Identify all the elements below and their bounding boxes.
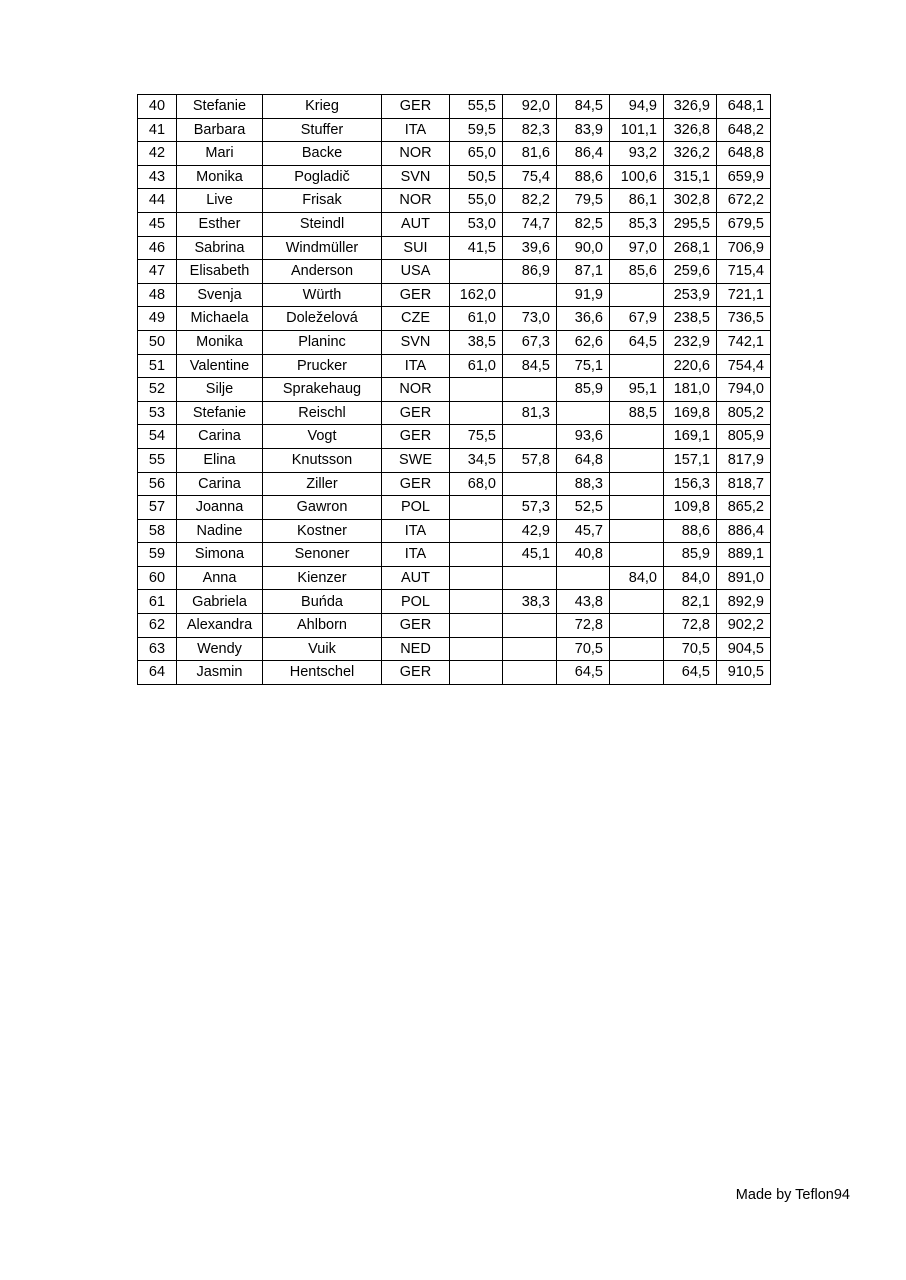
behind-cell: 706,9 bbox=[717, 236, 771, 260]
score-3-cell: 45,7 bbox=[557, 519, 610, 543]
nation-cell: NOR bbox=[382, 142, 450, 166]
score-3-cell: 40,8 bbox=[557, 543, 610, 567]
score-1-cell bbox=[450, 378, 503, 402]
nation-cell: USA bbox=[382, 260, 450, 284]
last-name-cell: Würth bbox=[263, 283, 382, 307]
score-1-cell bbox=[450, 614, 503, 638]
score-3-cell: 52,5 bbox=[557, 496, 610, 520]
behind-cell: 648,1 bbox=[717, 95, 771, 119]
nation-cell: GER bbox=[382, 95, 450, 119]
score-4-cell bbox=[610, 448, 664, 472]
score-4-cell: 88,5 bbox=[610, 401, 664, 425]
rank-cell: 57 bbox=[138, 496, 177, 520]
first-name-cell: Esther bbox=[177, 212, 263, 236]
score-4-cell: 95,1 bbox=[610, 378, 664, 402]
score-3-cell: 43,8 bbox=[557, 590, 610, 614]
score-3-cell: 79,5 bbox=[557, 189, 610, 213]
rank-cell: 45 bbox=[138, 212, 177, 236]
score-2-cell: 45,1 bbox=[503, 543, 557, 567]
score-2-cell bbox=[503, 472, 557, 496]
behind-cell: 754,4 bbox=[717, 354, 771, 378]
nation-cell: NOR bbox=[382, 378, 450, 402]
rank-cell: 56 bbox=[138, 472, 177, 496]
rank-cell: 40 bbox=[138, 95, 177, 119]
total-cell: 82,1 bbox=[664, 590, 717, 614]
score-1-cell bbox=[450, 519, 503, 543]
last-name-cell: Stuffer bbox=[263, 118, 382, 142]
rank-cell: 41 bbox=[138, 118, 177, 142]
score-1-cell: 55,5 bbox=[450, 95, 503, 119]
score-1-cell: 41,5 bbox=[450, 236, 503, 260]
table-row bbox=[138, 637, 771, 661]
last-name-cell: Vogt bbox=[263, 425, 382, 449]
rank-cell: 49 bbox=[138, 307, 177, 331]
first-name-cell: Alexandra bbox=[177, 614, 263, 638]
score-1-cell: 55,0 bbox=[450, 189, 503, 213]
nation-cell: GER bbox=[382, 472, 450, 496]
table-row bbox=[138, 330, 771, 354]
last-name-cell: Vuik bbox=[263, 637, 382, 661]
last-name-cell: Knutsson bbox=[263, 448, 382, 472]
behind-cell: 715,4 bbox=[717, 260, 771, 284]
last-name-cell: Pogladič bbox=[263, 165, 382, 189]
first-name-cell: Joanna bbox=[177, 496, 263, 520]
score-3-cell: 86,4 bbox=[557, 142, 610, 166]
score-3-cell: 88,6 bbox=[557, 165, 610, 189]
score-3-cell: 36,6 bbox=[557, 307, 610, 331]
score-4-cell bbox=[610, 519, 664, 543]
score-4-cell bbox=[610, 590, 664, 614]
score-4-cell bbox=[610, 425, 664, 449]
behind-cell: 891,0 bbox=[717, 566, 771, 590]
behind-cell: 794,0 bbox=[717, 378, 771, 402]
last-name-cell: Planinc bbox=[263, 330, 382, 354]
score-1-cell: 61,0 bbox=[450, 307, 503, 331]
score-4-cell: 100,6 bbox=[610, 165, 664, 189]
nation-cell: SVN bbox=[382, 165, 450, 189]
score-4-cell: 94,9 bbox=[610, 95, 664, 119]
score-3-cell: 88,3 bbox=[557, 472, 610, 496]
nation-cell: GER bbox=[382, 283, 450, 307]
score-2-cell bbox=[503, 661, 557, 685]
score-2-cell: 82,3 bbox=[503, 118, 557, 142]
table-row bbox=[138, 189, 771, 213]
nation-cell: ITA bbox=[382, 519, 450, 543]
first-name-cell: Simona bbox=[177, 543, 263, 567]
nation-cell: GER bbox=[382, 425, 450, 449]
rank-cell: 47 bbox=[138, 260, 177, 284]
total-cell: 157,1 bbox=[664, 448, 717, 472]
total-cell: 156,3 bbox=[664, 472, 717, 496]
behind-cell: 679,5 bbox=[717, 212, 771, 236]
score-3-cell: 75,1 bbox=[557, 354, 610, 378]
last-name-cell: Gawron bbox=[263, 496, 382, 520]
score-3-cell: 72,8 bbox=[557, 614, 610, 638]
table-row bbox=[138, 95, 771, 119]
total-cell: 326,9 bbox=[664, 95, 717, 119]
score-2-cell bbox=[503, 566, 557, 590]
first-name-cell: Monika bbox=[177, 165, 263, 189]
nation-cell: SWE bbox=[382, 448, 450, 472]
total-cell: 70,5 bbox=[664, 637, 717, 661]
score-2-cell bbox=[503, 614, 557, 638]
last-name-cell: Ahlborn bbox=[263, 614, 382, 638]
rank-cell: 63 bbox=[138, 637, 177, 661]
score-1-cell: 65,0 bbox=[450, 142, 503, 166]
score-4-cell bbox=[610, 543, 664, 567]
nation-cell: ITA bbox=[382, 118, 450, 142]
score-3-cell: 62,6 bbox=[557, 330, 610, 354]
rank-cell: 52 bbox=[138, 378, 177, 402]
score-4-cell: 67,9 bbox=[610, 307, 664, 331]
behind-cell: 805,9 bbox=[717, 425, 771, 449]
score-4-cell: 85,3 bbox=[610, 212, 664, 236]
first-name-cell: Elina bbox=[177, 448, 263, 472]
nation-cell: ITA bbox=[382, 543, 450, 567]
nation-cell: POL bbox=[382, 496, 450, 520]
score-2-cell bbox=[503, 378, 557, 402]
first-name-cell: Carina bbox=[177, 425, 263, 449]
last-name-cell: Kienzer bbox=[263, 566, 382, 590]
first-name-cell: Stefanie bbox=[177, 95, 263, 119]
total-cell: 88,6 bbox=[664, 519, 717, 543]
score-4-cell: 86,1 bbox=[610, 189, 664, 213]
score-2-cell: 38,3 bbox=[503, 590, 557, 614]
score-1-cell bbox=[450, 260, 503, 284]
score-1-cell: 61,0 bbox=[450, 354, 503, 378]
table-row bbox=[138, 566, 771, 590]
score-2-cell: 92,0 bbox=[503, 95, 557, 119]
nation-cell: SVN bbox=[382, 330, 450, 354]
score-4-cell: 93,2 bbox=[610, 142, 664, 166]
total-cell: 85,9 bbox=[664, 543, 717, 567]
score-2-cell: 82,2 bbox=[503, 189, 557, 213]
score-3-cell: 64,5 bbox=[557, 661, 610, 685]
first-name-cell: Gabriela bbox=[177, 590, 263, 614]
score-2-cell bbox=[503, 637, 557, 661]
total-cell: 326,8 bbox=[664, 118, 717, 142]
score-4-cell: 84,0 bbox=[610, 566, 664, 590]
behind-cell: 648,2 bbox=[717, 118, 771, 142]
first-name-cell: Carina bbox=[177, 472, 263, 496]
first-name-cell: Barbara bbox=[177, 118, 263, 142]
behind-cell: 889,1 bbox=[717, 543, 771, 567]
last-name-cell: Windmüller bbox=[263, 236, 382, 260]
rank-cell: 55 bbox=[138, 448, 177, 472]
rank-cell: 61 bbox=[138, 590, 177, 614]
score-4-cell: 64,5 bbox=[610, 330, 664, 354]
nation-cell: GER bbox=[382, 401, 450, 425]
behind-cell: 659,9 bbox=[717, 165, 771, 189]
score-3-cell: 64,8 bbox=[557, 448, 610, 472]
first-name-cell: Michaela bbox=[177, 307, 263, 331]
rank-cell: 50 bbox=[138, 330, 177, 354]
nation-cell: NOR bbox=[382, 189, 450, 213]
rank-cell: 59 bbox=[138, 543, 177, 567]
results-body bbox=[138, 95, 771, 685]
rank-cell: 53 bbox=[138, 401, 177, 425]
last-name-cell: Anderson bbox=[263, 260, 382, 284]
first-name-cell: Jasmin bbox=[177, 661, 263, 685]
score-1-cell bbox=[450, 566, 503, 590]
score-1-cell: 38,5 bbox=[450, 330, 503, 354]
table-row bbox=[138, 236, 771, 260]
first-name-cell: Wendy bbox=[177, 637, 263, 661]
total-cell: 315,1 bbox=[664, 165, 717, 189]
score-3-cell: 87,1 bbox=[557, 260, 610, 284]
behind-cell: 904,5 bbox=[717, 637, 771, 661]
table-row bbox=[138, 212, 771, 236]
table-row bbox=[138, 472, 771, 496]
last-name-cell: Ziller bbox=[263, 472, 382, 496]
last-name-cell: Sprakehaug bbox=[263, 378, 382, 402]
behind-cell: 736,5 bbox=[717, 307, 771, 331]
score-1-cell bbox=[450, 661, 503, 685]
score-2-cell: 42,9 bbox=[503, 519, 557, 543]
score-2-cell: 81,6 bbox=[503, 142, 557, 166]
table-row bbox=[138, 543, 771, 567]
total-cell: 169,8 bbox=[664, 401, 717, 425]
rank-cell: 51 bbox=[138, 354, 177, 378]
total-cell: 302,8 bbox=[664, 189, 717, 213]
score-1-cell: 53,0 bbox=[450, 212, 503, 236]
table-row bbox=[138, 354, 771, 378]
score-4-cell bbox=[610, 661, 664, 685]
last-name-cell: Prucker bbox=[263, 354, 382, 378]
first-name-cell: Silje bbox=[177, 378, 263, 402]
behind-cell: 742,1 bbox=[717, 330, 771, 354]
score-1-cell bbox=[450, 401, 503, 425]
behind-cell: 672,2 bbox=[717, 189, 771, 213]
table-row bbox=[138, 496, 771, 520]
results-table bbox=[137, 94, 771, 685]
last-name-cell: Senoner bbox=[263, 543, 382, 567]
score-1-cell: 75,5 bbox=[450, 425, 503, 449]
rank-cell: 44 bbox=[138, 189, 177, 213]
total-cell: 64,5 bbox=[664, 661, 717, 685]
nation-cell: CZE bbox=[382, 307, 450, 331]
score-3-cell: 82,5 bbox=[557, 212, 610, 236]
table-row bbox=[138, 519, 771, 543]
total-cell: 181,0 bbox=[664, 378, 717, 402]
nation-cell: SUI bbox=[382, 236, 450, 260]
nation-cell: GER bbox=[382, 614, 450, 638]
table-row bbox=[138, 283, 771, 307]
score-2-cell: 86,9 bbox=[503, 260, 557, 284]
rank-cell: 48 bbox=[138, 283, 177, 307]
score-1-cell: 50,5 bbox=[450, 165, 503, 189]
score-4-cell bbox=[610, 354, 664, 378]
total-cell: 268,1 bbox=[664, 236, 717, 260]
table-row bbox=[138, 165, 771, 189]
behind-cell: 865,2 bbox=[717, 496, 771, 520]
score-3-cell bbox=[557, 566, 610, 590]
nation-cell: POL bbox=[382, 590, 450, 614]
first-name-cell: Svenja bbox=[177, 283, 263, 307]
behind-cell: 902,2 bbox=[717, 614, 771, 638]
behind-cell: 910,5 bbox=[717, 661, 771, 685]
score-2-cell: 84,5 bbox=[503, 354, 557, 378]
score-4-cell bbox=[610, 637, 664, 661]
table-row bbox=[138, 307, 771, 331]
total-cell: 109,8 bbox=[664, 496, 717, 520]
score-2-cell: 73,0 bbox=[503, 307, 557, 331]
behind-cell: 892,9 bbox=[717, 590, 771, 614]
score-2-cell: 57,8 bbox=[503, 448, 557, 472]
score-3-cell: 70,5 bbox=[557, 637, 610, 661]
total-cell: 295,5 bbox=[664, 212, 717, 236]
first-name-cell: Live bbox=[177, 189, 263, 213]
behind-cell: 721,1 bbox=[717, 283, 771, 307]
score-4-cell bbox=[610, 472, 664, 496]
rank-cell: 42 bbox=[138, 142, 177, 166]
score-3-cell: 90,0 bbox=[557, 236, 610, 260]
score-1-cell bbox=[450, 637, 503, 661]
first-name-cell: Nadine bbox=[177, 519, 263, 543]
score-3-cell bbox=[557, 401, 610, 425]
nation-cell: AUT bbox=[382, 566, 450, 590]
table-row bbox=[138, 614, 771, 638]
score-3-cell: 84,5 bbox=[557, 95, 610, 119]
score-2-cell: 81,3 bbox=[503, 401, 557, 425]
last-name-cell: Steindl bbox=[263, 212, 382, 236]
behind-cell: 648,8 bbox=[717, 142, 771, 166]
score-4-cell: 101,1 bbox=[610, 118, 664, 142]
table-row bbox=[138, 142, 771, 166]
score-4-cell bbox=[610, 614, 664, 638]
total-cell: 253,9 bbox=[664, 283, 717, 307]
last-name-cell: Hentschel bbox=[263, 661, 382, 685]
behind-cell: 886,4 bbox=[717, 519, 771, 543]
rank-cell: 43 bbox=[138, 165, 177, 189]
nation-cell: GER bbox=[382, 661, 450, 685]
table-row bbox=[138, 401, 771, 425]
rank-cell: 60 bbox=[138, 566, 177, 590]
last-name-cell: Reischl bbox=[263, 401, 382, 425]
nation-cell: NED bbox=[382, 637, 450, 661]
score-1-cell: 59,5 bbox=[450, 118, 503, 142]
score-1-cell bbox=[450, 543, 503, 567]
last-name-cell: Frisak bbox=[263, 189, 382, 213]
first-name-cell: Monika bbox=[177, 330, 263, 354]
table-row bbox=[138, 118, 771, 142]
score-3-cell: 91,9 bbox=[557, 283, 610, 307]
score-4-cell: 97,0 bbox=[610, 236, 664, 260]
table-row bbox=[138, 661, 771, 685]
last-name-cell: Buńda bbox=[263, 590, 382, 614]
behind-cell: 818,7 bbox=[717, 472, 771, 496]
last-name-cell: Backe bbox=[263, 142, 382, 166]
score-1-cell: 34,5 bbox=[450, 448, 503, 472]
score-2-cell: 67,3 bbox=[503, 330, 557, 354]
score-2-cell: 74,7 bbox=[503, 212, 557, 236]
score-4-cell: 85,6 bbox=[610, 260, 664, 284]
first-name-cell: Elisabeth bbox=[177, 260, 263, 284]
first-name-cell: Sabrina bbox=[177, 236, 263, 260]
score-2-cell bbox=[503, 425, 557, 449]
score-2-cell: 75,4 bbox=[503, 165, 557, 189]
table-row bbox=[138, 378, 771, 402]
rank-cell: 58 bbox=[138, 519, 177, 543]
score-3-cell: 85,9 bbox=[557, 378, 610, 402]
last-name-cell: Doleželová bbox=[263, 307, 382, 331]
table-row bbox=[138, 260, 771, 284]
first-name-cell: Anna bbox=[177, 566, 263, 590]
total-cell: 169,1 bbox=[664, 425, 717, 449]
last-name-cell: Krieg bbox=[263, 95, 382, 119]
nation-cell: ITA bbox=[382, 354, 450, 378]
score-1-cell: 68,0 bbox=[450, 472, 503, 496]
score-3-cell: 93,6 bbox=[557, 425, 610, 449]
behind-cell: 817,9 bbox=[717, 448, 771, 472]
rank-cell: 54 bbox=[138, 425, 177, 449]
nation-cell: AUT bbox=[382, 212, 450, 236]
table-row bbox=[138, 590, 771, 614]
total-cell: 220,6 bbox=[664, 354, 717, 378]
total-cell: 232,9 bbox=[664, 330, 717, 354]
rank-cell: 46 bbox=[138, 236, 177, 260]
table-row bbox=[138, 448, 771, 472]
score-1-cell: 162,0 bbox=[450, 283, 503, 307]
table-row bbox=[138, 425, 771, 449]
rank-cell: 64 bbox=[138, 661, 177, 685]
last-name-cell: Kostner bbox=[263, 519, 382, 543]
total-cell: 84,0 bbox=[664, 566, 717, 590]
total-cell: 259,6 bbox=[664, 260, 717, 284]
score-4-cell bbox=[610, 283, 664, 307]
total-cell: 326,2 bbox=[664, 142, 717, 166]
total-cell: 72,8 bbox=[664, 614, 717, 638]
first-name-cell: Mari bbox=[177, 142, 263, 166]
first-name-cell: Stefanie bbox=[177, 401, 263, 425]
first-name-cell: Valentine bbox=[177, 354, 263, 378]
behind-cell: 805,2 bbox=[717, 401, 771, 425]
score-1-cell bbox=[450, 496, 503, 520]
score-4-cell bbox=[610, 496, 664, 520]
score-2-cell bbox=[503, 283, 557, 307]
score-2-cell: 57,3 bbox=[503, 496, 557, 520]
footer-credit: Made by Teflon94 bbox=[735, 1187, 850, 1203]
rank-cell: 62 bbox=[138, 614, 177, 638]
score-2-cell: 39,6 bbox=[503, 236, 557, 260]
score-1-cell bbox=[450, 590, 503, 614]
score-3-cell: 83,9 bbox=[557, 118, 610, 142]
total-cell: 238,5 bbox=[664, 307, 717, 331]
